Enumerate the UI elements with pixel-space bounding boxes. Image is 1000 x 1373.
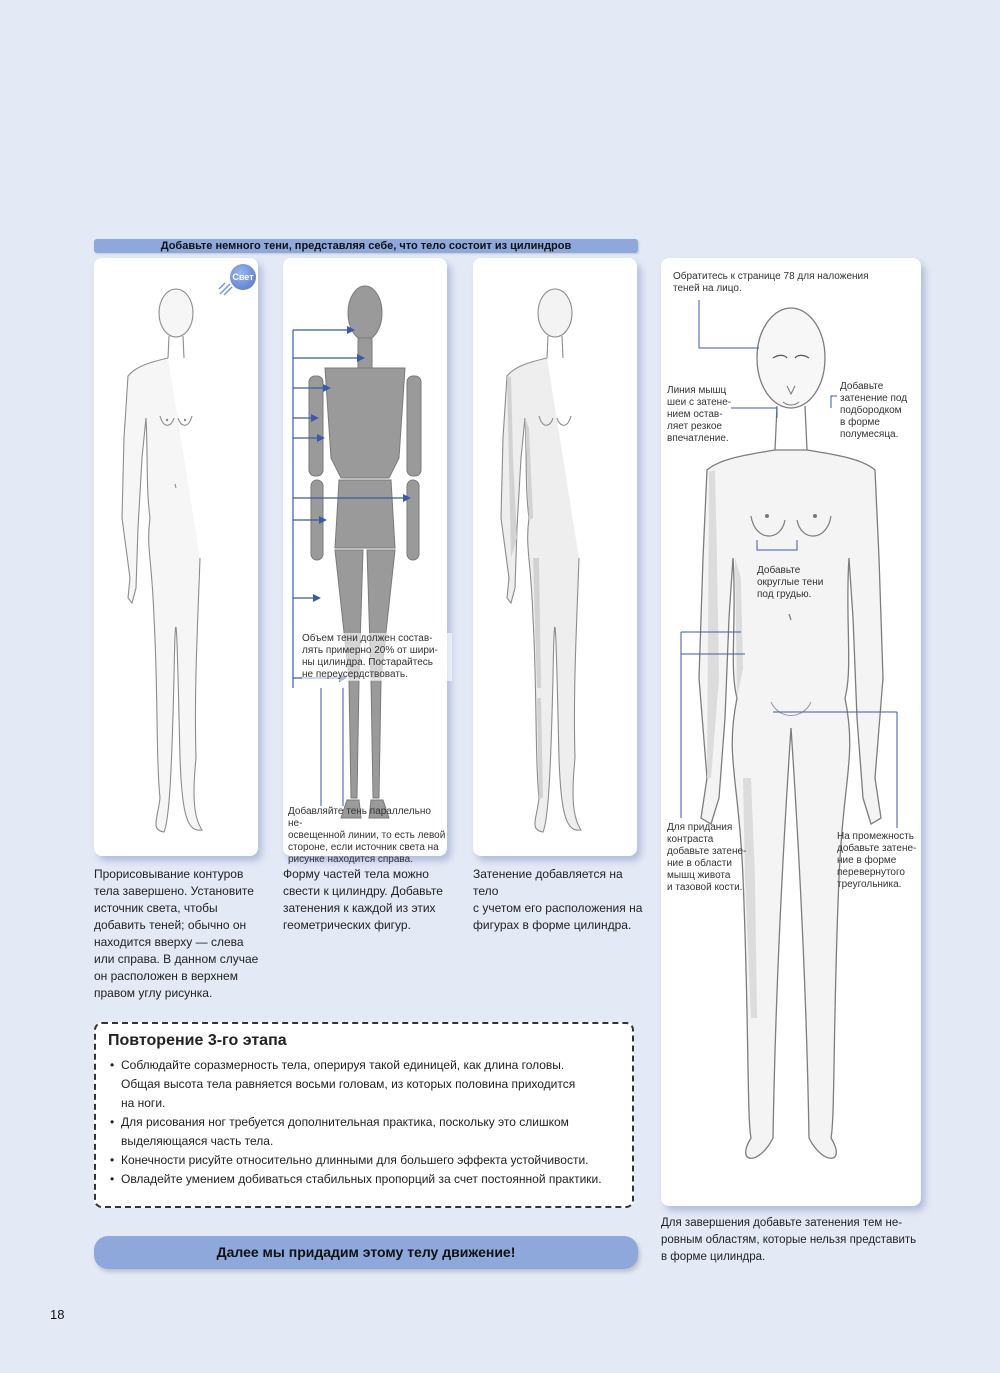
page-number: 18 (50, 1307, 65, 1322)
next-step-banner: Далее мы придадим этому телу движение! (94, 1236, 638, 1269)
review-title: Повторение 3-го этапа (108, 1032, 287, 1049)
note-breast-shadow: Добавьте округлые тени под грудью. (757, 565, 824, 600)
caption-panel2: Форму частей тела можно свести к цилиндру. Добавьте затенения к каждой из этих геометрических фигур. (283, 867, 443, 932)
review-item: • Конечности рисуйте относительно длинными для большего эффекта устойчивости. (121, 1151, 620, 1170)
review-item: • Овладейте умением добиваться стабильных пропорций за счет постоянной практики. (121, 1170, 620, 1189)
note-face-reference: Обратитесь к странице 78 для наложения теней на лицо. (673, 271, 869, 294)
figure-panel-shaded (473, 258, 637, 856)
note-chin-shadow: Добавьте затенение под подбородком в форме полумесяца. (840, 381, 908, 440)
note-parallel-shadow: Добавляйте тень параллельно не- освещенной линии, то есть левой стороне, если источник света на рисунке находится справа. (288, 806, 446, 865)
figure-panel-mannequin (283, 258, 447, 856)
review-item: • Соблюдайте соразмерность тела, оперируя такой единицей, как длина головы. Общая высота тела равняется восьми головам, из которых половина приходится на ноги. (121, 1056, 620, 1113)
caption-panel1: Прорисовывание контуров тела завершено. Установите источник света, чтобы добавить теней; обычно он находится вверху — слева или справа. В данном случае он расположен в верхнем правом углу рисунка. (94, 867, 259, 1000)
note-shadow-volume: Объем тени должен состав- лять примерно 20% от шири- ны цилиндра. Постарайтесь не переусердствовать. (302, 633, 452, 681)
review-box (94, 1022, 634, 1208)
review-item: • Для рисования ног требуется дополнительная практика, поскольку это слишком выделяющаяся часть тела. (121, 1113, 620, 1151)
caption-panel4: Для завершения добавьте затенения тем не- ровным областям, которые нельзя представить в форме цилиндра. (661, 1217, 917, 1263)
light-rays-icon (218, 282, 234, 296)
note-belly-contrast: Для придания контраста добавьте затене- ние в области мышц живота и тазовой кости. (667, 822, 747, 893)
section-title: Добавьте немного тени, представляя себе, что тело состоит из цилиндров (94, 239, 638, 253)
shaded-figure-drawing (473, 258, 637, 856)
review-list (108, 1056, 620, 1189)
note-thigh-triangle: На промежность добавьте затене- ние в форме перевернутого треугольника. (837, 831, 917, 890)
caption-panel3: Затенение добавляется на тело с учетом его расположения на фигурах в форме цилиндра. (473, 867, 643, 932)
figure-panel-outline (94, 258, 258, 856)
note-neck-muscle: Линия мышц шеи с затене- нием остав- ляет резкое впечатление. (667, 385, 732, 444)
light-source-badge: Свет (230, 264, 256, 290)
mannequin-drawing (283, 258, 447, 856)
figure-outline-drawing (94, 258, 258, 856)
